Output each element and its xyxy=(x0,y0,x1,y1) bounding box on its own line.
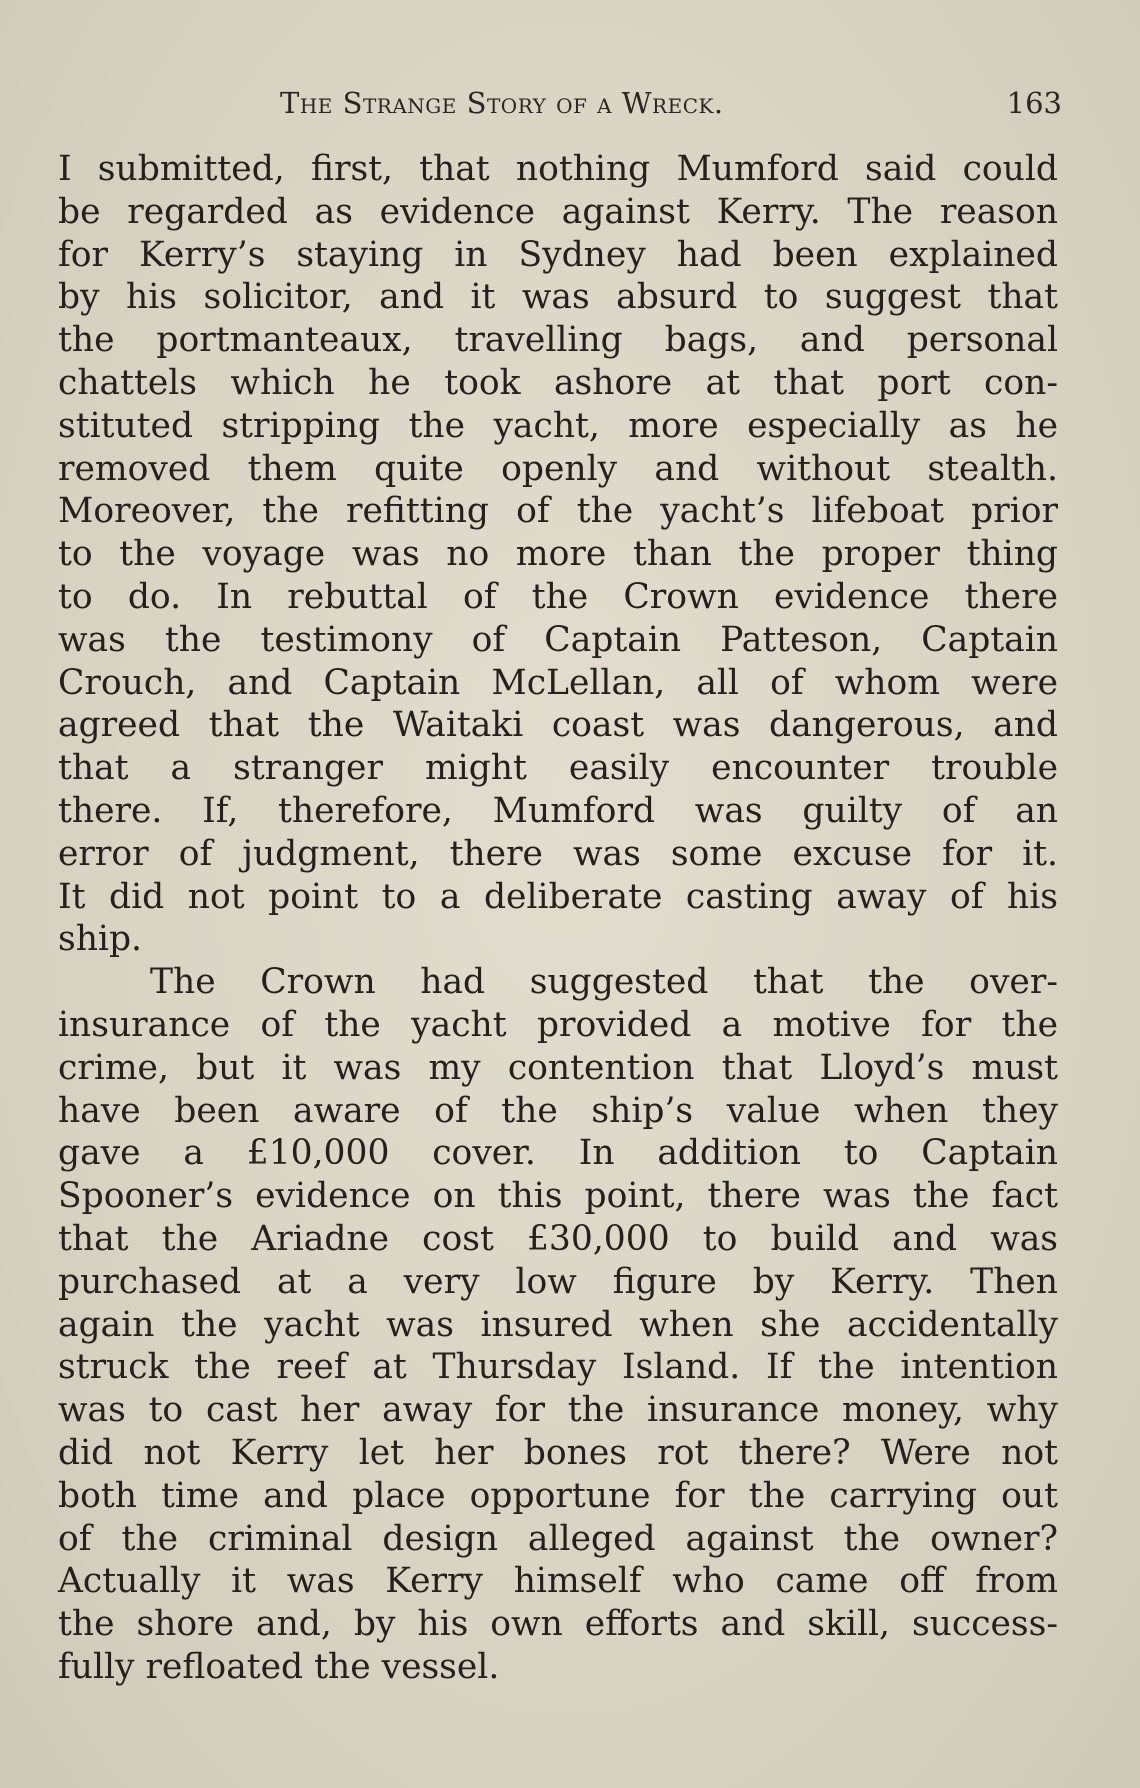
text-line: that the Ariadne cost £30,000 to build and was xyxy=(58,1218,1058,1259)
paragraph-1 xyxy=(58,148,1058,961)
text-line: Moreover, the refitting of the yacht’s lifeboat prior xyxy=(58,491,1058,532)
text-line: crime, but it was my contention that Lloyd’s must xyxy=(58,1047,1058,1088)
text-line: by his solicitor, and it was absurd to suggest that xyxy=(58,277,1058,318)
text-line: for Kerry’s staying in Sydney had been explained xyxy=(58,234,1058,275)
text-line: be regarded as evidence against Kerry. The reason xyxy=(58,191,1058,232)
running-head xyxy=(58,86,1062,126)
text-line: gave a £10,000 cover. In addition to Captain xyxy=(58,1133,1058,1174)
text-line: I submitted, first, that nothing Mumford said could xyxy=(58,149,1058,189)
text-line: there. If, therefore, Mumford was guilty of an xyxy=(58,790,1058,831)
body-text xyxy=(58,148,1058,1689)
text-line: the shore and, by his own efforts and skill, success- xyxy=(58,1604,1058,1645)
text-line: again the yacht was insured when she accidentally xyxy=(58,1304,1058,1345)
text-line: that a stranger might easily encounter trouble xyxy=(58,748,1058,789)
text-line: to do. In rebuttal of the Crown evidence there xyxy=(58,576,1058,617)
text-line: ship. xyxy=(58,919,143,960)
text-line: did not Kerry let her bones rot there? Were not xyxy=(58,1432,1058,1473)
running-title: The Strange Story of a Wreck. xyxy=(280,86,724,120)
page-number: 163 xyxy=(1006,86,1062,120)
text-line: removed them quite openly and without stealth. xyxy=(58,448,1058,489)
text-line: agreed that the Waitaki coast was dangerous, and xyxy=(58,705,1058,746)
text-line: purchased at a very low figure by Kerry. Then xyxy=(58,1261,1058,1302)
text-line: both time and place opportune for the carrying out xyxy=(58,1475,1058,1516)
text-line: It did not point to a deliberate casting away of his xyxy=(58,876,1058,917)
text-line: to the voyage was no more than the proper thing xyxy=(58,534,1058,575)
text-line: insurance of the yacht provided a motive for the xyxy=(58,1004,1058,1045)
text-line: stituted stripping the yacht, more especially as he xyxy=(58,405,1058,446)
text-line: error of judgment, there was some excuse for it. xyxy=(58,833,1058,874)
text-line: Crouch, and Captain McLellan, all of whom were xyxy=(58,662,1058,703)
text-line: chattels which he took ashore at that port con- xyxy=(58,362,1058,403)
text-line: of the criminal design alleged against the owner? xyxy=(58,1518,1058,1559)
text-line: Spooner’s evidence on this point, there was the fact xyxy=(58,1176,1058,1217)
text-line: The Crown had suggested that the over- xyxy=(150,962,1058,1003)
text-line: fully refloated the vessel. xyxy=(58,1646,500,1687)
text-line: have been aware of the ship’s value when they xyxy=(58,1090,1058,1131)
paragraph-2 xyxy=(58,961,1058,1689)
text-line: the portmanteaux, travelling bags, and personal xyxy=(58,320,1058,361)
text-line: was to cast her away for the insurance money, why xyxy=(58,1390,1058,1431)
text-line: Actually it was Kerry himself who came off from xyxy=(58,1561,1058,1602)
text-line: struck the reef at Thursday Island. If the intention xyxy=(58,1347,1058,1388)
text-line: was the testimony of Captain Patteson, Captain xyxy=(58,619,1058,660)
